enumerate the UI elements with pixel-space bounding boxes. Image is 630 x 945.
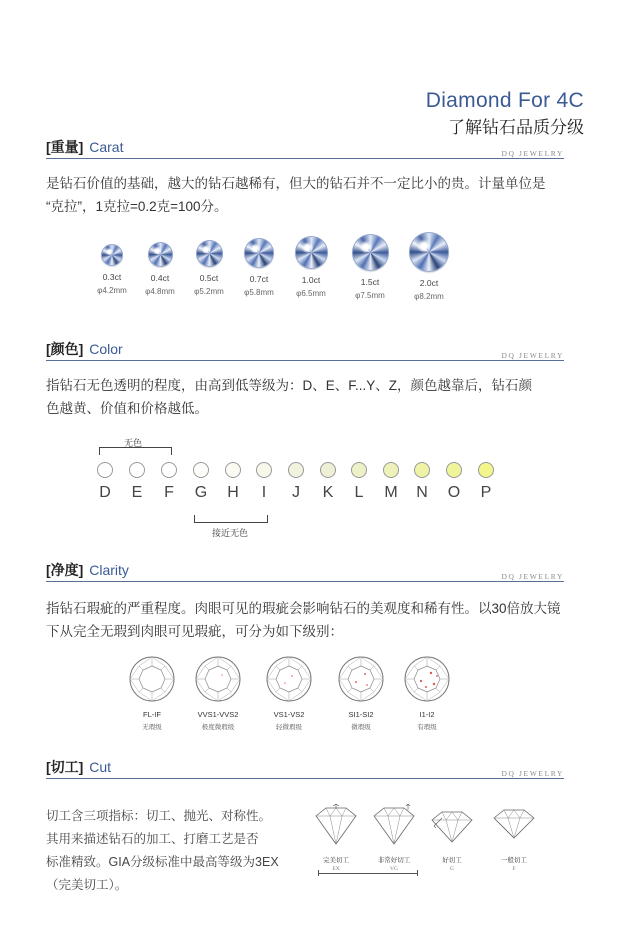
color-grade: D	[95, 462, 115, 502]
carat-item: 0.5ct φ5.2mm	[179, 240, 239, 296]
section-title-en: Cut	[89, 759, 112, 775]
carat-item: 1.5ct φ7.5mm	[340, 234, 400, 300]
carat-item: 0.4ct φ4.8mm	[130, 242, 190, 296]
section-title-en: Carat	[89, 139, 124, 155]
section-divider	[46, 581, 564, 582]
color-grade: P	[476, 462, 496, 502]
clarity-grade: SI1-SI2 微瑕级	[326, 656, 396, 731]
color-grade: M	[381, 462, 401, 502]
color-grade: J	[286, 462, 306, 502]
color-grade: F	[159, 462, 179, 502]
cut-description: 切工含三项指标：切工、抛光、对称性。 其用来描述钻石的加工、打磨工艺是否 标准精致。GIA分级标准中最高等级为3EX （完美切工）。	[46, 809, 279, 892]
cut-grade: 非常好切工 VG	[372, 804, 416, 872]
color-grade: E	[127, 462, 147, 502]
diamond-icon	[101, 244, 123, 266]
section-title-en: Clarity	[89, 562, 129, 578]
section-title-cn: [颜色]	[46, 341, 84, 357]
cut-scale-tick	[318, 870, 319, 876]
color-grade: K	[318, 462, 338, 502]
carat-size-chart	[88, 232, 488, 312]
section-header-color	[46, 340, 564, 358]
carat-item: 0.7ct φ5.8mm	[229, 238, 289, 297]
clarity-description: 指钻石瑕疵的严重程度。肉眼可见的瑕疵会影响钻石的美观度和稀有性。以30倍放大镜 下从完全无瑕到肉眼可见瑕疵，可分为如下级别：	[46, 601, 561, 639]
diamond-top-view-icon	[266, 656, 312, 702]
color-description: 指钻石无色透明的程度，由高到低等级为：D、E、F...Y、Z，颜色越靠后，钻石颜 色越黄、价值和价格越低。	[46, 378, 533, 416]
section-divider	[46, 778, 564, 779]
cut-scale-tick	[417, 870, 418, 876]
colorless-bracket	[99, 447, 172, 455]
diamond-icon	[148, 242, 173, 267]
hero-title	[426, 88, 584, 140]
diamond-top-view-icon	[338, 656, 384, 702]
section-header-clarity	[46, 561, 564, 579]
color-grade: N	[412, 462, 432, 502]
clarity-grade: VS1-VS2 轻微瑕级	[254, 656, 324, 731]
section-header-cut	[46, 758, 564, 776]
cut-scale-line	[318, 873, 418, 874]
diamond-side-view-icon	[372, 804, 416, 848]
carat-item: 0.3ct φ4.2mm	[82, 244, 142, 295]
clarity-grade: I1-I2 有瑕级	[392, 656, 462, 731]
hero-title-en: Diamond For 4C	[425, 89, 584, 112]
color-grade: L	[349, 462, 369, 502]
diamond-top-view-icon	[129, 656, 175, 702]
section-title-cn: [重量]	[46, 139, 84, 155]
diamond-side-view-icon	[314, 804, 358, 848]
near-colorless-bracket	[194, 515, 268, 523]
color-grade: O	[444, 462, 464, 502]
color-grade-scale	[95, 462, 515, 512]
brand-mark: DQ JEWELRY	[498, 572, 564, 581]
brand-mark: DQ JEWELRY	[498, 351, 564, 360]
cut-grade: 完美切工 EX	[314, 804, 358, 872]
diamond-icon	[295, 236, 328, 269]
clarity-grade: VVS1-VVS2 极度微瑕级	[183, 656, 253, 731]
carat-item: 2.0ct φ8.2mm	[399, 232, 459, 301]
diamond-icon	[409, 232, 449, 272]
hero-title-cn: 了解钻石品质分级	[448, 118, 584, 137]
carat-description: 是钻石价值的基础，越大的钻石越稀有，但大的钻石并不一定比小的贵。计量单位是 “克拉”，1克拉=0.2克=100分。	[46, 176, 546, 214]
section-divider	[46, 158, 564, 159]
diamond-icon	[352, 234, 389, 271]
diamond-side-view-icon	[492, 804, 536, 848]
color-grade: H	[223, 462, 243, 502]
section-divider	[46, 360, 564, 361]
diamond-top-view-icon	[195, 656, 241, 702]
diamond-icon	[196, 240, 223, 267]
brand-mark: DQ JEWELRY	[498, 149, 564, 158]
color-grade: I	[254, 462, 274, 502]
section-title-cn: [净度]	[46, 562, 84, 578]
color-grade: G	[191, 462, 211, 502]
clarity-grade: FL-IF 无瑕级	[117, 656, 187, 731]
section-title-en: Color	[89, 341, 123, 357]
diamond-top-view-icon	[404, 656, 450, 702]
section-title-cn: [切工]	[46, 759, 84, 775]
section-header-carat	[46, 138, 564, 156]
cut-grade: 一般切工 F	[492, 804, 536, 872]
diamond-side-view-icon	[430, 804, 474, 848]
diamond-icon	[244, 238, 274, 268]
cut-grade: 好切工 G	[430, 804, 474, 872]
near-colorless-label: 接近无色	[212, 528, 249, 538]
colorless-label: 无色	[124, 438, 143, 448]
brand-mark: DQ JEWELRY	[498, 769, 564, 778]
carat-item: 1.0ct φ6.5mm	[281, 236, 341, 298]
